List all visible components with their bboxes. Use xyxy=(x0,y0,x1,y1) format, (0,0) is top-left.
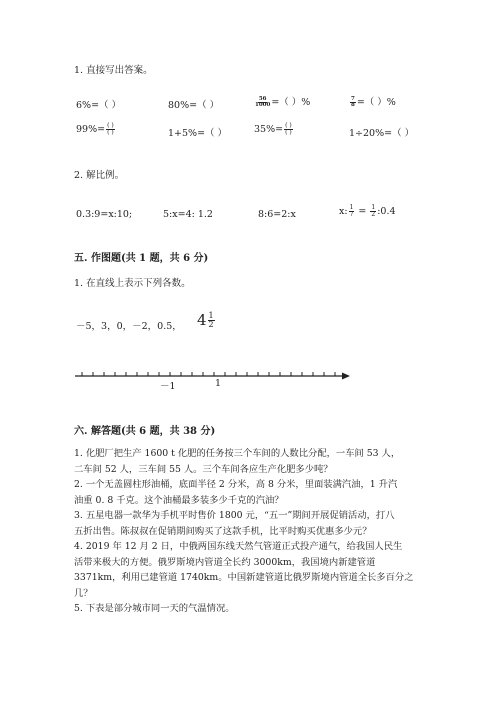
mixed-number-denominator: 2 xyxy=(208,319,214,329)
proportion-item-3: 8:6=2:x xyxy=(258,209,296,220)
answer-item-fraction-56 xyxy=(254,94,310,109)
proportion-item-2: 5:x=4: 1.2 xyxy=(163,209,213,220)
number-line-label-1: 1 xyxy=(215,378,222,389)
fraction-denominator: 1000 xyxy=(255,102,271,108)
fraction-blank-denominator: ( ) xyxy=(107,129,114,136)
mixed-number-numerator: 1 xyxy=(208,310,214,320)
problem-line: 5. 下表是部分城市同一天的气温情况。 xyxy=(74,603,235,614)
problem-line: 1. 化肥厂把生产 1600 t 化肥的任务按三个车间的人数比分配，一车间 53 人， xyxy=(74,448,401,459)
problem-line: 油重 0. 8 千克。这个油桶最多装多少千克的汽油？ xyxy=(74,494,284,506)
fraction-denominator: 7 xyxy=(349,211,354,218)
mixed-number-whole: 4 xyxy=(197,311,207,329)
problem-line: 3371km，利用已建管道 1740km。中国新建管道比俄罗斯境内管道全长多百分之 xyxy=(74,572,414,583)
fraction-blank-numerator: ( ) xyxy=(285,122,292,129)
question-1-title: 1. 直接写出答案。 xyxy=(74,65,153,76)
number-line-label-neg1: －1 xyxy=(160,381,176,392)
number-line-arrow-icon xyxy=(342,373,350,380)
problem-line: 4. 2019 年 12 月 2 日，中俄两国东线天然气管道正式投产通气，给我国人民生 xyxy=(74,541,403,552)
fraction-blank-numerator: ( ) xyxy=(107,122,114,129)
problem-line: 2. 一个无盖圆柱形油桶，底面半径 2 分米，高 8 分米，里面装满汽油，1 升汽 xyxy=(74,479,398,490)
question-2-title: 2. 解比例。 xyxy=(74,170,125,181)
fraction-blank-denominator: ( ) xyxy=(285,129,292,136)
proportion-item-1: 0.3:9=x:10; xyxy=(76,209,133,220)
proportion-item-4 xyxy=(339,205,396,218)
fraction-denominator: 8 xyxy=(351,102,355,108)
answer-item-fraction-7-8 xyxy=(349,94,396,109)
fraction-numerator: 1 xyxy=(371,204,376,211)
fraction-denominator: 2 xyxy=(371,211,376,218)
section-5-heading: 五. 作图题(共 1 题，共 6 分) xyxy=(74,253,209,264)
section-5-question-1: 1. 在直线上表示下列各数。 xyxy=(74,278,191,289)
problem-line: 二车间 52 人，三车间 55 人。三个车间各应生产化肥多少吨？ xyxy=(74,463,333,475)
fraction-numerator: 7 xyxy=(351,95,355,102)
proportion-text: = xyxy=(355,206,370,217)
answer-item-1-div-20percent: 1÷20%=（ ） xyxy=(349,128,415,139)
problem-line: 活带来极大的方便。俄罗斯境内管道全长约 3000km，我国境内新建管道 xyxy=(74,556,376,568)
answer-item-35percent xyxy=(254,123,294,136)
section-6-problems xyxy=(74,446,444,617)
fraction-numerator: 56 xyxy=(258,95,267,102)
answer-item-1-plus-5percent: 1+5%=（ ） xyxy=(168,128,228,139)
problem-line: 几？ xyxy=(74,587,93,599)
mixed-number xyxy=(197,310,216,329)
number-line-ticks xyxy=(82,372,335,376)
answer-item-6percent: 6%=（ ） xyxy=(76,100,122,111)
answer-blank: =（ ）% xyxy=(356,97,396,108)
answer-expression: 35%= xyxy=(254,124,284,135)
answer-blank: =（ ）% xyxy=(271,97,311,108)
fraction-numerator: 1 xyxy=(349,204,354,211)
proportion-text: x: xyxy=(339,206,348,217)
proportion-text: :0.4 xyxy=(377,206,396,217)
answer-item-80percent: 80%=（ ） xyxy=(168,100,220,111)
problem-line: 3. 五星电器一款华为手机平时售价 1800 元，“五一”期间开展促销活动，打八 xyxy=(74,510,395,521)
answer-expression: 99%= xyxy=(76,124,106,135)
section-6-heading: 六. 解答题(共 6 题，共 38 分) xyxy=(74,426,216,437)
problem-line: 五折出售。陈叔叔在促销期间购买了这款手机，比平时购买优惠多少元？ xyxy=(74,525,372,537)
numbers-to-plot: －5，3，0，－2，0.5， xyxy=(76,321,182,332)
answer-item-99percent xyxy=(76,123,116,136)
